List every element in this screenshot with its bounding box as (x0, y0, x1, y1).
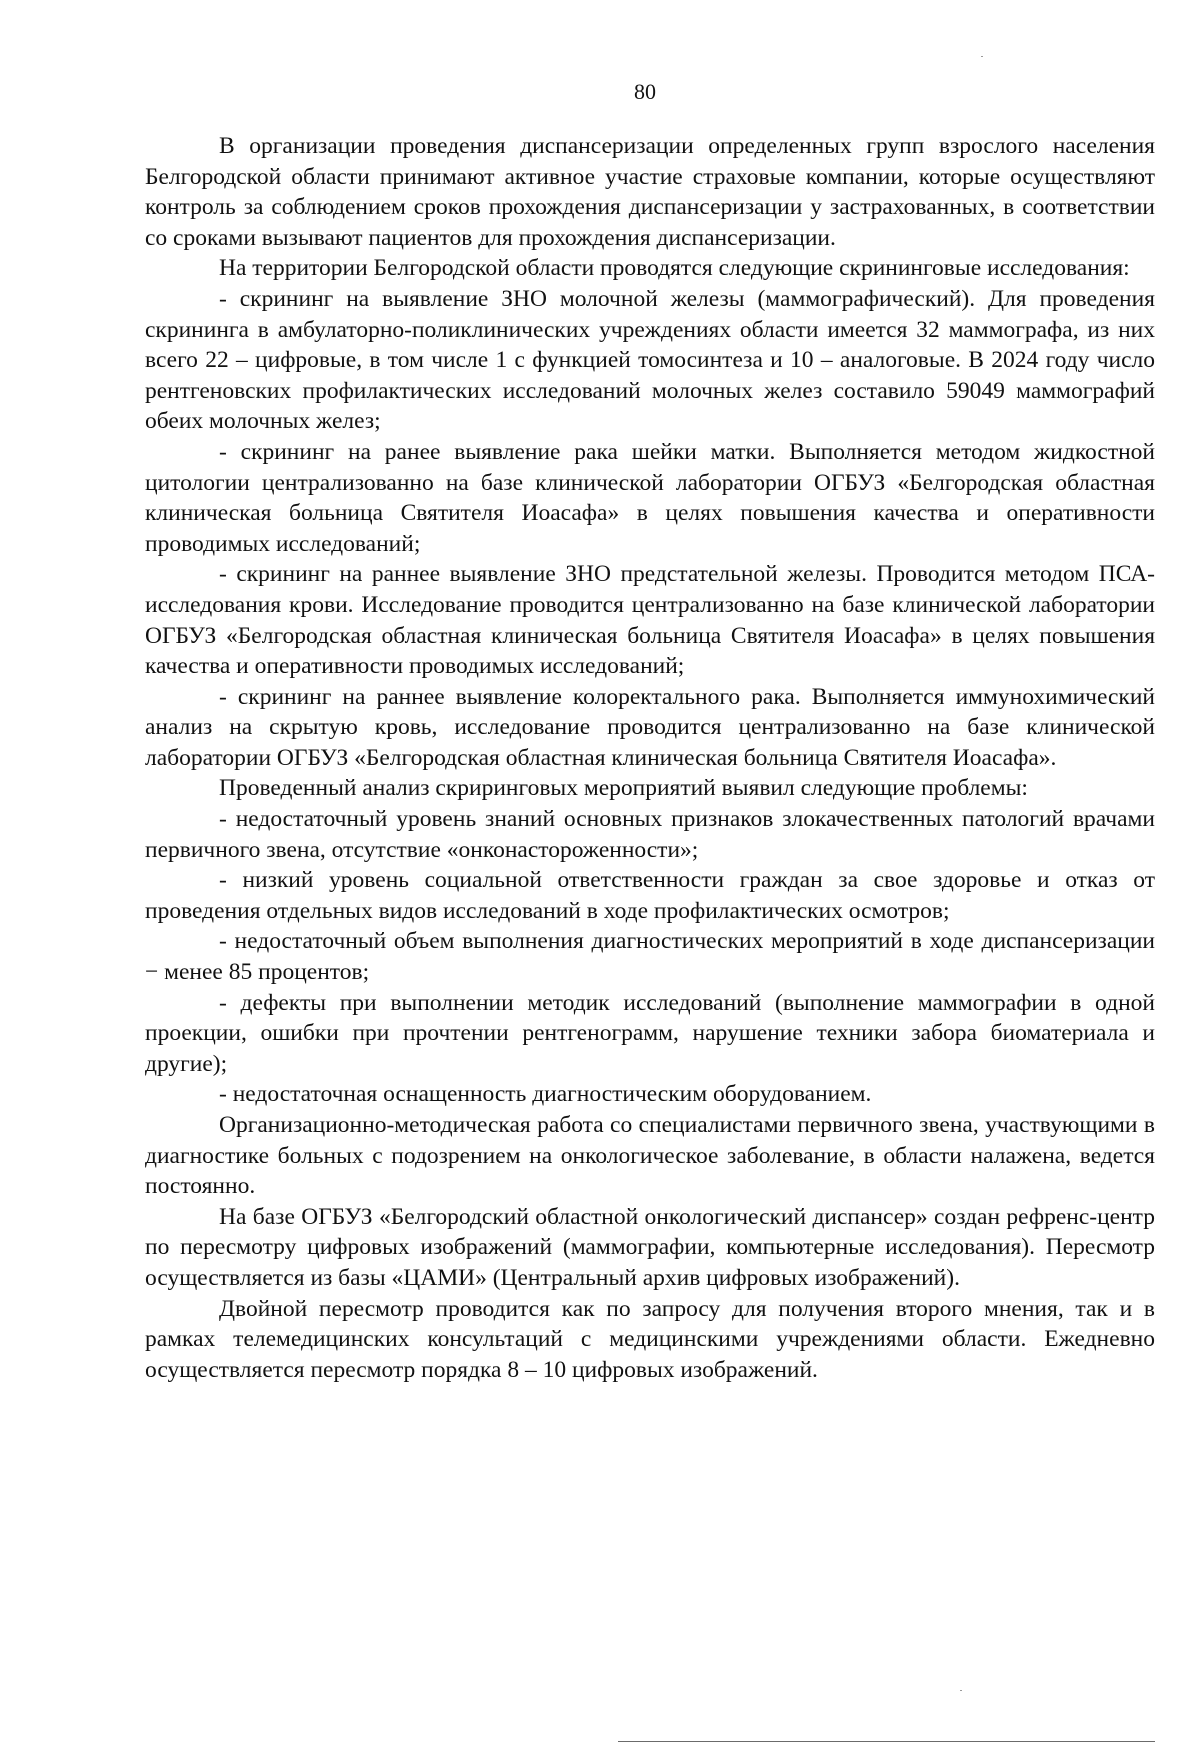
paragraph-methodical-work: Организационно-методическая работа со специалистами первичного звена, участвующими в диагностике больных с подозрением на онкологическое заболевание, в области налажена, ведется постоянно. (145, 1112, 1155, 1200)
list-item-cervical-screening: - скрининг на ранее выявление рака шейки матки. Выполняется методом жидкостной цитологии централизованно на базе клинической лаборатории ОГБУЗ «Белгородская областная клиническая больница Святителя Иоасафа» в целях повышения качества и оперативности проводимых исследований; (145, 438, 1155, 557)
list-item-breast-screening: - скрининг на выявление ЗНО молочной железы (маммографический). Для проведения скрининга в амбулаторно-поликлинических учреждениях области имеется 32 маммографа, из них всего 22 – цифровые, в том числе 1 с функцией томосинтеза и 10 – аналоговые. В 2024 году число рентгеновских профилактических исследований молочных желез составило 59049 маммографий обеих молочных желез; (145, 285, 1155, 435)
page-number: 80 (634, 79, 656, 104)
paragraph-double-review: Двойной пересмотр проводится как по запросу для получения второго мнения, так и в рамках телемедицинских консультаций с медицинскими учреждениями области. Ежедневно осуществляется пересмотр порядка 8 – 10 цифровых изображений. (145, 1295, 1155, 1383)
paragraph-problems-intro: Проведенный анализ скриринговых мероприятий выявил следующие проблемы: (219, 775, 1028, 802)
footer-scan-line (618, 1741, 1155, 1742)
list-item-problem-responsibility: - низкий уровень социальной ответственности граждан за свое здоровье и отказ от проведения отдельных видов исследований в ходе профилактических осмотров; (145, 867, 1155, 924)
list-item-problem-volume: - недостаточный объем выполнения диагностических мероприятий в ходе диспансеризации − менее 85 процентов; (145, 928, 1155, 986)
list-item-problem-defects: - дефекты при выполнении методик исследований (выполнение маммографии в одной проекции, ошибки при прочтении рентгенограмм, нарушение техники забора биоматериала и другие); (145, 989, 1155, 1077)
body-text (145, 131, 1155, 1385)
paragraph-reference-center: На базе ОГБУЗ «Белгородский областной онкологический диспансер» создан рефренс-центр по пересмотру цифровых изображений (маммографии, компьютерные исследования). Пересмотр осуществляется из базы «ЦАМИ» (Центральный архив цифровых изображений). (145, 1203, 1155, 1291)
paragraph-screening-participation: В организации проведения диспансеризации определенных групп взрослого населения Белгородской области принимают активное участие страховые компании, которые осуществляют контроль за соблюдением сроков прохождения диспансеризации у застрахованных, в соответствии со сроками вызывают пациентов для прохождения диспансеризации. (145, 133, 1155, 251)
scan-speck (960, 1690, 962, 1691)
paragraph-screening-intro: На территории Белгородской области проводятся следующие скрининговые исследования: (219, 255, 1130, 282)
list-item-prostate-screening: - скрининг на раннее выявление ЗНО предстательной железы. Проводится методом ПСА-исследования крови. Исследование проводится централизованно на базе клинической лаборатории ОГБУЗ «Белгородская областная клиническая больница Святителя Иоасафа» в целях повышения качества и оперативности проводимых исследований; (145, 561, 1155, 680)
list-item-colorectal-screening: - скрининг на раннее выявление колоректального рака. Выполняется иммунохимический анализ на скрытую кровь, исследование проводится централизованно на базе клинической лаборатории ОГБУЗ «Белгородская областная клиническая больница Святителя Иоасафа». (145, 683, 1155, 771)
list-item-problem-knowledge: - недостаточный уровень знаний основных признаков злокачественных патологий врачами первичного звена, отсутствие «онконастороженности»; (145, 806, 1155, 863)
list-item-problem-equipment: - недостаточная оснащенность диагностическим оборудованием. (219, 1081, 872, 1108)
scan-speck (981, 56, 983, 57)
